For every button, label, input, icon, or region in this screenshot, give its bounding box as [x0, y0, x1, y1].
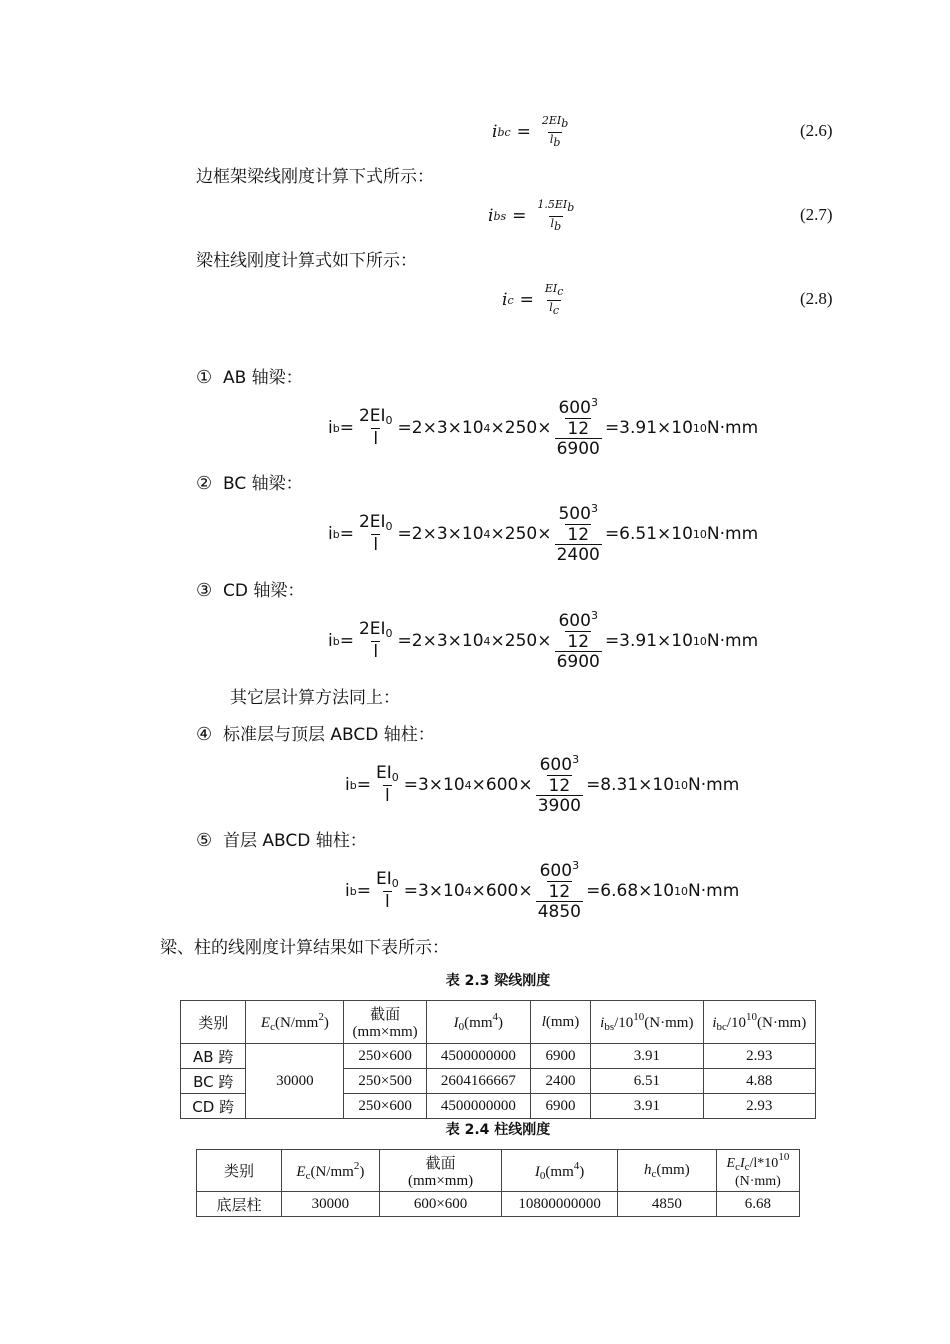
paragraph-other-layers: 其它层计算方法同上：	[230, 688, 400, 708]
equation-number: (2.8)	[800, 289, 833, 308]
calc-cd-beam: i b = $\frac{2EI_0}{l}$ =2×3×10 4 ×250× $\frac{\frac{600^3}{12}}{6900}$ =3.91×10 10 N·mm	[328, 609, 759, 673]
header-i0: $I_0(mm^4)$	[502, 1150, 618, 1192]
header-ibc: $i_{bc}/10^{10}(N\cdot mm)$	[703, 1001, 815, 1044]
fraction: $\frac{\text{2EIb}}{lb}$	[541, 114, 569, 149]
calc-bc-beam: i b = $\frac{2EI_0}{l}$ =2×3×10 4 ×250× $\frac{\frac{500^3}{12}}{2400}$ =6.51×10 10 N·mm	[328, 502, 759, 566]
header-stiffness: $E_cI_c/l*10^{10}$ (N·mm)	[716, 1150, 799, 1192]
header-l: l(mm)	[530, 1001, 590, 1044]
table-row: AB 跨 30000 250×600 4500000000 6900 3.91 2.93	[181, 1044, 816, 1069]
ec-value: 30000	[246, 1044, 344, 1119]
table-row: CD 跨 250×600 4500000000 6900 3.91 2.93	[181, 1094, 816, 1119]
item-label-cd-beam: ③ CD 轴梁：	[196, 580, 305, 601]
equation-2-6: i bc = $\frac{\text{2EIb}}{lb}$	[492, 114, 569, 149]
header-ec: $E_c(N/mm^2)$	[281, 1150, 379, 1192]
header-ec: $E_c(N/mm^2)$	[246, 1001, 344, 1044]
table-row: 底层柱 30000 600×600 10800000000 4850 6.68	[197, 1192, 800, 1217]
header-type: 类别	[197, 1150, 282, 1192]
header-ibs: $i_{bs}/10^{10}(N\cdot mm)$	[591, 1001, 703, 1044]
item-label-standard-column: ④ 标准层与顶层 ABCD 轴柱：	[196, 724, 435, 745]
table-2-3-caption: 表 2.3 梁线刚度	[445, 973, 551, 989]
item-label-ab-beam: ① AB 轴梁：	[196, 367, 303, 388]
item-label-first-column: ⑤ 首层 ABCD 轴柱：	[196, 830, 367, 851]
equation-number: (2.6)	[800, 121, 833, 140]
calc-ab-beam: i b = $\frac{2EI_0}{l}$ =2×3×10 4 ×250× $\frac{\frac{600^3}{12}}{6900}$ =3.91×10 10 N·mm	[328, 396, 759, 460]
calc-first-column: i b = $\frac{EI_0}{l}$ =3×10 4 ×600× $\frac{\frac{600^3}{12}}{4850}$ =6.68×10 10 N·mm	[345, 859, 740, 923]
fraction: $\frac{\text{1.5EIb}}{lb}$	[537, 198, 575, 233]
fraction: $\frac{\text{EIc}}{lc}$	[544, 282, 564, 317]
equation-number: (2.7)	[800, 205, 833, 224]
table-2-4-caption: 表 2.4 柱线刚度	[445, 1122, 551, 1138]
paragraph-side-beam: 边框架梁线刚度计算下式所示：	[196, 167, 434, 187]
calc-standard-column: i b = $\frac{EI_0}{l}$ =3×10 4 ×600× $\frac{\frac{600^3}{12}}{3900}$ =8.31×10 10 N·mm	[345, 753, 740, 817]
header-type: 类别	[181, 1001, 246, 1044]
header-hc: $h_c(mm)$	[617, 1150, 716, 1192]
equation-2-7: i bs = $\frac{\text{1.5EIb}}{lb}$	[488, 198, 575, 233]
header-section: 截面 (mm×mm)	[379, 1150, 502, 1192]
table-2-4	[196, 1149, 800, 1217]
paragraph-beam-col: 梁柱线刚度计算式如下所示：	[196, 251, 417, 271]
table-row: BC 跨 250×500 2604166667 2400 6.51 4.88	[181, 1069, 816, 1094]
header-section: 截面 (mm×mm)	[344, 1001, 426, 1044]
equation-2-8: i c = $\frac{\text{EIc}}{lc}$	[502, 282, 564, 317]
paragraph-summary: 梁、柱的线刚度计算结果如下表所示：	[160, 938, 449, 958]
header-i0: $I_0(mm^4)$	[426, 1001, 530, 1044]
table-2-3	[180, 1000, 816, 1119]
item-label-bc-beam: ② BC 轴梁：	[196, 473, 303, 494]
